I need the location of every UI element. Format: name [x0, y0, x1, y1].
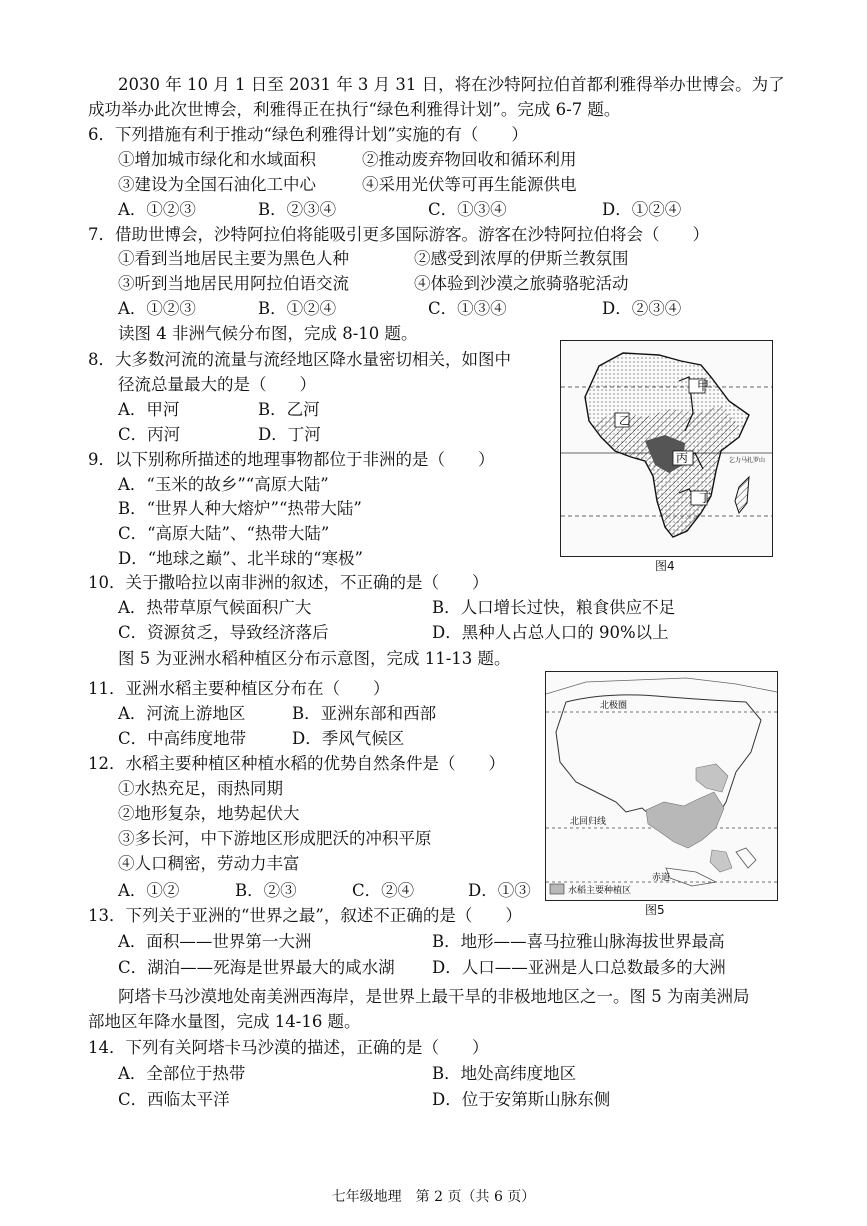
q12-option-c: C．②④: [352, 881, 415, 900]
q12-item-1: ①水热充足，雨热同期: [118, 779, 283, 798]
q12-option-a: A．①②: [118, 881, 180, 900]
intro-atacama-line2: 部地区年降水量图，完成 14-16 题。: [88, 1012, 361, 1031]
question-11-stem: 11．亚洲水稻主要种植区分布在（ ）: [88, 679, 390, 698]
q9-option-c: C．“高原大陆”、“热带大陆”: [118, 524, 330, 543]
question-13-stem: 13．下列关于亚洲的“世界之最”，叙述不正确的是（ ）: [88, 906, 522, 925]
question-10-stem: 10．关于撒哈拉以南非洲的叙述，不正确的是（ ）: [88, 573, 489, 592]
map-label-yi: 乙: [619, 414, 630, 427]
q8-option-c: C．丙河: [118, 425, 181, 444]
q7-item-4: ④体验到沙漠之旅骑骆驼活动: [414, 274, 629, 293]
q6-option-a: A．①②③: [118, 200, 196, 219]
question-9-stem: 9．以下别称所描述的地理事物都位于非洲的是（ ）: [88, 450, 495, 469]
q11-option-b: B．亚洲东部和西部: [292, 704, 437, 723]
q8-option-a: A．甲河: [118, 400, 180, 419]
q12-option-d: D．①③: [468, 881, 531, 900]
intro-atacama-line1: 阿塔卡马沙漠地处南美洲西海岸，是世界上最干旱的非极地地区之一。图 5 为南美洲局: [118, 987, 750, 1006]
q6-option-d: D．①②④: [602, 200, 682, 219]
figure-5-asia-rice-map: [545, 671, 778, 901]
asia-map-graphic: [546, 672, 777, 900]
q12-item-2: ②地形复杂，地势起伏大: [118, 804, 300, 823]
q7-option-b: B．①②④: [258, 299, 337, 318]
q10-option-a: A．热带草原气候面积广大: [118, 598, 312, 617]
q11-option-a: A．河流上游地区: [118, 704, 246, 723]
q14-option-d: D．位于安第斯山脉东侧: [432, 1090, 611, 1109]
intro-passage-line1: 2030 年 10 月 1 日至 2031 年 3 月 31 日，将在沙特阿拉伯首都利雅得举办世博会。为了: [118, 75, 785, 94]
q10-option-c: C．资源贫乏，导致经济落后: [118, 623, 329, 642]
figure-5-caption: 图5: [645, 903, 665, 917]
figure-4-africa-map: [560, 340, 773, 557]
intro-passage-line2: 成功举办此次世博会，利雅得正在执行“绿色利雅得计划”。完成 6-7 题。: [88, 100, 621, 119]
q8-option-d: D．丁河: [258, 425, 321, 444]
q9-option-d: D．“地球之巅”、北半球的“寒极”: [118, 549, 363, 568]
question-7-stem: 7．借助世博会，沙特阿拉伯将能吸引更多国际游客。游客在沙特阿拉伯将会（ ）: [88, 225, 709, 244]
q13-option-b: B．地形——喜马拉雅山脉海拔世界最高: [432, 932, 725, 951]
question-12-stem: 12．水稻主要种植区种植水稻的优势自然条件是（ ）: [88, 754, 505, 773]
q6-item-1: ①增加城市绿化和水域面积: [118, 150, 316, 169]
q10-option-b: B．人口增长过快，粮食供应不足: [432, 598, 676, 617]
question-8-stem-line1: 8．大多数河流的流量与流经地区降水量密切相关，如图中: [88, 350, 511, 369]
arctic-circle-label: 北极圈: [600, 701, 628, 711]
equator-label: 赤道: [652, 873, 671, 883]
q12-item-3: ③多长河，中下游地区形成肥沃的冲积平原: [118, 829, 432, 848]
question-14-stem: 14．下列有关阿塔卡马沙漠的描述，正确的是（ ）: [88, 1038, 489, 1057]
q11-option-d: D．季风气候区: [292, 729, 405, 748]
q7-item-3: ③听到当地居民用阿拉伯语交流: [118, 274, 349, 293]
q10-option-d: D．黑种人占总人口的 90%以上: [432, 623, 669, 642]
q7-item-1: ①看到当地居民主要为黑色人种: [118, 249, 349, 268]
q11-option-c: C．中高纬度地带: [118, 729, 247, 748]
q14-option-b: B．地处高纬度地区: [432, 1064, 577, 1083]
intro-figure4: 读图 4 非洲气候分布图，完成 8-10 题。: [118, 324, 418, 343]
intro-figure5: 图 5 为亚洲水稻种植区分布示意图，完成 11-13 题。: [118, 649, 511, 668]
q14-option-c: C．西临太平洋: [118, 1090, 230, 1109]
q7-option-c: C．①③④: [428, 299, 507, 318]
q12-option-b: B．②③: [235, 881, 297, 900]
q13-option-d: D．人口——亚洲是人口总数最多的大洲: [432, 958, 726, 977]
q7-option-a: A．①②③: [118, 299, 196, 318]
page-footer: 七年级地理 第 2 页（共 6 页）: [331, 1189, 536, 1205]
q12-item-4: ④人口稠密，劳动力丰富: [118, 854, 300, 873]
q6-item-4: ④采用光伏等可再生能源供电: [362, 175, 577, 194]
q13-option-a: A．面积——世界第一大洲: [118, 932, 312, 951]
figure-4-caption: 图4: [655, 559, 675, 573]
q6-item-2: ②推动废弃物回收和循环利用: [362, 150, 577, 169]
map-label-bing: 丙: [676, 451, 689, 465]
q7-option-d: D．②③④: [602, 299, 682, 318]
q8-option-b: B．乙河: [258, 400, 320, 419]
map-label-ding: 丁: [699, 491, 712, 505]
q9-option-a: A．“玉米的故乡”“高原大陆”: [118, 475, 329, 494]
q6-option-c: C．①③④: [428, 200, 507, 219]
question-6-stem: 6．下列措施有利于推动“绿色利雅得计划”实施的有（ ）: [88, 125, 528, 144]
q7-item-2: ②感受到浓厚的伊斯兰教氛围: [414, 249, 629, 268]
africa-map-graphic: [561, 341, 772, 556]
map-label-jia: 甲: [697, 379, 710, 393]
question-8-stem-line2: 径流总量最大的是（ ）: [118, 375, 316, 394]
q13-option-c: C．湖泊——死海是世界最大的咸水湖: [118, 958, 395, 977]
map-label-kilimanjaro: 乞力马扎罗山: [729, 457, 766, 464]
q6-item-3: ③建设为全国石油化工中心: [118, 175, 316, 194]
q9-option-b: B．“世界人种大熔炉”“热带大陆”: [118, 499, 362, 518]
q6-option-b: B．②③④: [258, 200, 337, 219]
q14-option-a: A．全部位于热带: [118, 1064, 246, 1083]
tropic-of-cancer-label: 北回归线: [570, 817, 607, 827]
legend-rice-area: 水稻主要种植区: [568, 886, 632, 896]
